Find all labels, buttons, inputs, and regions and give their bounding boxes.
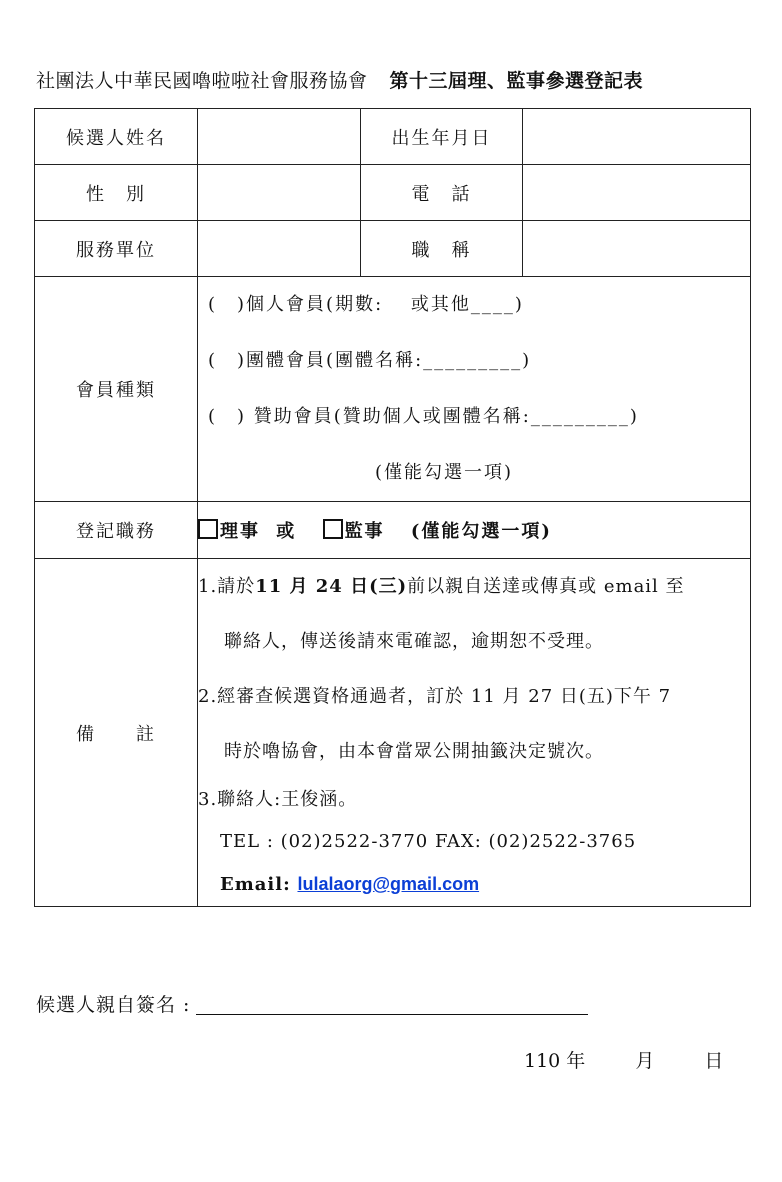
- form-header: [36, 66, 756, 93]
- remarks-content: [198, 559, 751, 907]
- email-label: Email:: [220, 874, 291, 895]
- date-row: [524, 1046, 723, 1073]
- birth-label: 出生年月日: [361, 109, 523, 165]
- job-title-field[interactable]: [523, 221, 751, 277]
- form-title: 第十三屆理、監事參選登記表: [389, 70, 644, 92]
- note-2-cont: 時於嚕協會，由本會當眾公開抽籤決定號次。: [224, 741, 604, 762]
- gender-field[interactable]: [198, 165, 361, 221]
- membership-label: 會員種類: [35, 277, 198, 502]
- date-day: 日: [704, 1050, 724, 1072]
- position-note: (僅能勾選一項): [410, 521, 552, 542]
- unit-label: 服務單位: [35, 221, 198, 277]
- birth-field[interactable]: [523, 109, 751, 165]
- org-name: 社團法人中華民國嚕啦啦社會服務協會: [36, 70, 368, 92]
- membership-option-sponsor[interactable]: ( ) 贊助會員(贊助個人或團體名稱:_________): [208, 406, 639, 427]
- membership-note: (僅能勾選一項): [374, 462, 514, 483]
- membership-option-group[interactable]: ( )團體會員(團體名稱:_________): [208, 350, 532, 371]
- director-checkbox[interactable]: [198, 519, 218, 539]
- contact-tel-fax: TEL : (02)2522-3770 FAX: (02)2522-3765: [220, 831, 637, 852]
- phone-field[interactable]: [523, 165, 751, 221]
- note-2: 2.經審查候選資格通過者，訂於 11 月 27 日(五)下午 7: [198, 686, 672, 707]
- date-month: 月: [635, 1050, 655, 1072]
- note-3: 3.聯絡人:王俊涵。: [198, 789, 358, 810]
- date-year: 110 年: [524, 1050, 586, 1072]
- note-1: 1.請於11 月 24 日(三)前以親自送達或傳真或 email 至: [198, 576, 685, 597]
- signature-label: 候選人親自簽名 :: [36, 994, 191, 1016]
- name-field[interactable]: [198, 109, 361, 165]
- gender-label: 性 別: [35, 165, 198, 221]
- job-title-label: 職 稱: [361, 221, 523, 277]
- name-label: 候選人姓名: [35, 109, 198, 165]
- contact-email: [198, 863, 750, 906]
- deadline-date: 11 月 24 日(三): [255, 576, 408, 597]
- email-link[interactable]: lulalaorg@gmail.com: [297, 874, 480, 894]
- or-text: 或: [276, 521, 297, 542]
- supervisor-label: 監事: [344, 521, 385, 542]
- director-label: 理事: [220, 521, 260, 542]
- unit-field[interactable]: [198, 221, 361, 277]
- supervisor-checkbox[interactable]: [323, 519, 343, 539]
- position-label: 登記職務: [35, 502, 198, 559]
- phone-label: 電 話: [361, 165, 523, 221]
- signature-row: [36, 990, 588, 1017]
- membership-option-individual[interactable]: ( )個人會員(期數: 或其他____): [208, 294, 524, 315]
- position-options: [198, 502, 751, 559]
- membership-options: [198, 277, 751, 502]
- note-1-cont: 聯絡人，傳送後請來電確認，逾期恕不受理。: [224, 631, 604, 652]
- registration-form: [34, 108, 751, 907]
- signature-line[interactable]: [196, 996, 588, 1015]
- remarks-label: 備 註: [35, 559, 198, 907]
